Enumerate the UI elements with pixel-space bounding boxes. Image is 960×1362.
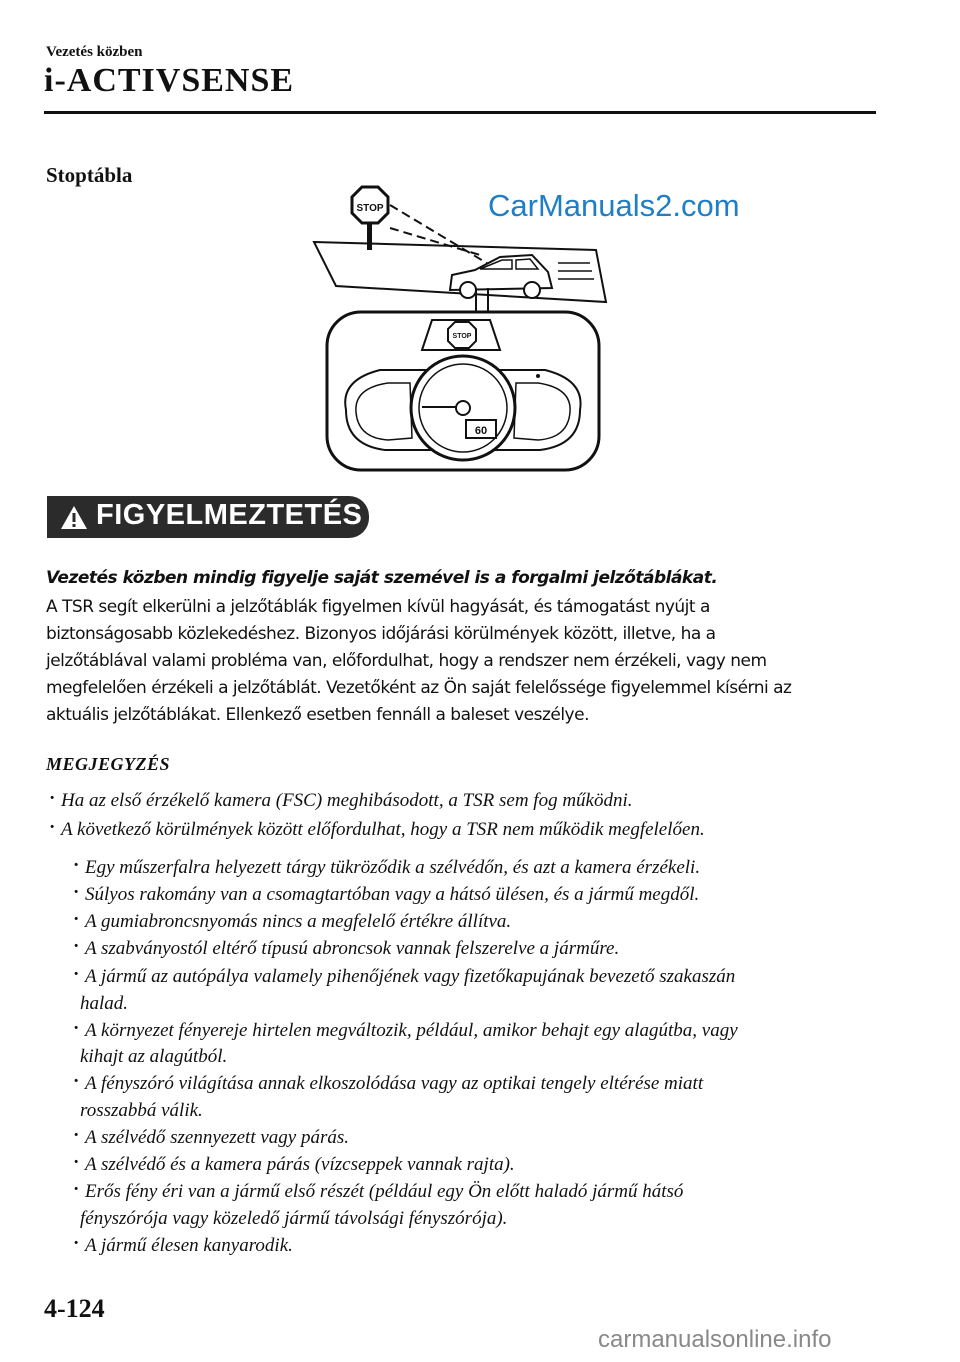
note-subitem: · A szélvédő és a kamera párás (vízcseppek vannak rajta). [73,1152,515,1175]
note-subitem: · Súlyos rakomány van a csomagtartóban vagy a hátsó ülésen, és a jármű megdől. [73,882,700,905]
warning-body-line: biztonságosabb közlekedéshez. Bizonyos időjárási körülmények között, illetve, ha a [46,624,716,644]
note-subitem-continuation: rosszabbá válik. [80,1100,203,1121]
car-icon [450,255,594,298]
stop-sign-text: STOP [356,203,384,214]
watermark-logo: CarManuals2.com [488,188,740,223]
footer-watermark: carmanualsonline.info [598,1326,832,1353]
section-heading: Stoptábla [46,163,133,187]
note-subitem-continuation: halad. [80,993,129,1014]
note-subitem: · A szélvédő szennyezett vagy párás. [73,1125,350,1148]
warning-body [46,594,886,729]
speed-display: 60 [474,425,488,437]
note-item: · A következő körülmények között előfordulhat, hogy a TSR nem működik megfelelően. [49,817,705,840]
warning-body-line: aktuális jelzőtáblákat. Ellenkező esetben fennáll a baleset veszélye. [46,705,589,725]
note-item: · Ha az első érzékelő kamera (FSC) meghibásodott, a TSR sem fog működni. [49,788,633,811]
note-subitem: · A fényszóró világítása annak elkoszolódása vagy az optikai tengely eltérése miatt [73,1071,704,1094]
header-rule [44,111,876,114]
note-subitem: · A környezet fényereje hirtelen megváltozik, például, amikor behajt egy alagútba, vagy [73,1018,738,1041]
note-subitem: · Erős fény éri van a jármű első részét (például egy Ön előtt haladó jármű hátsó [73,1179,684,1202]
note-subitem-continuation: fényszórója vagy közeledő jármű távolsági fényszórója). [80,1208,508,1229]
warning-triangle-icon [60,505,88,530]
warning-lead: Vezetés közben mindig figyelje saját szemével is a forgalmi jelzőtáblákat. [46,568,718,588]
breadcrumb: Vezetés közben [46,44,143,60]
warning-body-line: megfelelően érzékeli a jelzőtáblát. Vezetőként az Ön saját felelőssége figyelemmel kísérni az [46,678,792,698]
instrument-cluster-icon [345,356,580,460]
warning-body-line: jelzőtáblával valami probléma van, előfordulhat, hogy a rendszer nem érzékeli, vagy nem [46,651,767,671]
warning-body-line: A TSR segít elkerülni a jelzőtáblák figyelmen kívül hagyását, és támogatást nyújt a [46,597,710,617]
note-subitem: · A jármű az autópálya valamely pihenőjének vagy fizetőkapujának bevezető szakaszán [73,964,736,987]
dash-stop-text: STOP [452,333,472,340]
page-number: 4-124 [44,1294,105,1323]
note-subitem: · A jármű élesen kanyarodik. [73,1233,293,1256]
page-title: i-ACTIVSENSE [44,62,295,99]
note-subitem-continuation: kihajt az alagútból. [80,1046,228,1067]
note-subitem: · A gumiabroncsnyomás nincs a megfelelő értékre állítva. [73,909,512,932]
note-subitem: · A szabványostól eltérő típusú abroncsok vannak felszerelve a járműre. [73,936,620,959]
notes-heading: MEGJEGYZÉS [46,754,171,774]
warning-title: FIGYELMEZTETÉS [96,499,363,531]
tsr-stop-sign-illustration [300,180,620,475]
note-subitem: · Egy műszerfalra helyezett tárgy tükröződik a szélvédőn, és azt a kamera érzékeli. [73,855,701,878]
